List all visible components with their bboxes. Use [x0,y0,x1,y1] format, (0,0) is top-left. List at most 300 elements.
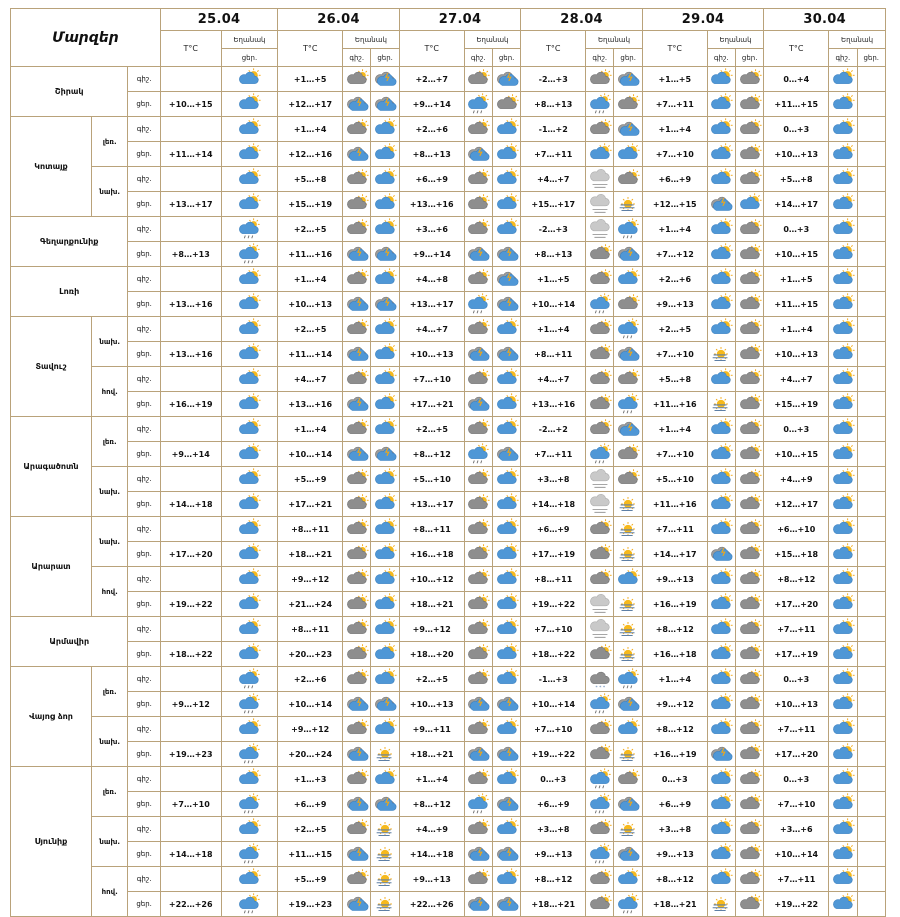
weather-icon-cell [221,417,278,442]
rain-cloud-icon [615,317,641,341]
forecast-body [11,67,886,917]
temperature-range: +9…+13 [642,292,707,317]
sun-behind-cloud-icon [708,467,734,491]
weather-icon-cell [614,467,642,492]
temperature-range [160,717,221,742]
weather-icon-cell [343,617,371,642]
sun-behind-cloud-icon [737,192,763,216]
weather-icon-cell [464,292,492,317]
weather-icon-cell [221,467,278,492]
sun-behind-cloud-icon [236,592,262,616]
weather-icon-cell [343,417,371,442]
weather-icon-cell [614,242,642,267]
cloudy-icon [737,867,763,891]
zone-label: լեռ. [92,417,128,467]
sun-behind-cloud-icon [494,567,520,591]
weather-icon-cell [586,67,614,92]
fog-icon [587,617,613,641]
weather-icon-cell [586,892,614,917]
weather-icon-cell [829,142,857,167]
forecast-table [10,8,886,917]
day-heading: ցեր. [492,49,520,67]
sun-behind-cloud-icon [494,217,520,241]
cloudy-icon [465,67,491,91]
weather-icon-cell [221,767,278,792]
temperature-range: +3…+8 [642,817,707,842]
weather-icon-cell [829,867,857,892]
cloudy-icon [737,717,763,741]
weather-icon-cell [586,92,614,117]
temperature-range: +11…+15 [764,292,829,317]
forecast-row [11,492,886,517]
weather-icon-cell [492,467,520,492]
temperature-range: +13…+16 [160,342,221,367]
weather-icon-cell [343,342,371,367]
weather-icon-cell [707,117,735,142]
weather-icon-cell [735,817,763,842]
temperature-range: +17…+20 [764,592,829,617]
rain-cloud-icon [465,292,491,316]
temperature-range: +6…+9 [521,517,586,542]
sun-behind-cloud-icon [708,692,734,716]
weather-icon-cell [464,142,492,167]
thunderstorm-icon [465,742,491,766]
weather-icon-cell [343,492,371,517]
weather-icon-cell [614,867,642,892]
forecast-container [10,8,886,917]
weather-icon-cell [343,592,371,617]
weather-icon-cell [221,142,278,167]
weather-icon-cell [371,792,399,817]
temperature-range: +2…+5 [399,417,464,442]
temperature-range: +5…+10 [642,467,707,492]
weather-icon-cell [343,167,371,192]
weather-icon-cell [371,67,399,92]
temperature-range: +18…+21 [399,742,464,767]
temperature-range: +9…+14 [160,442,221,467]
temperature-range [160,367,221,392]
temperature-range [160,317,221,342]
weather-icon-cell [492,192,520,217]
zone-label: լեռ. [92,767,128,817]
weather-icon-cell [464,517,492,542]
weather-icon-cell [614,267,642,292]
cloudy-icon [494,92,520,116]
cloudy-icon [587,67,613,91]
weather-heading: Եղանակ [343,31,400,49]
weather-icon-cell [735,467,763,492]
temperature-range: +4…+7 [764,367,829,392]
temperature-range: +17…+20 [764,742,829,767]
cloudy-icon [465,367,491,391]
sun-behind-cloud-icon [494,617,520,641]
weather-icon-cell [371,767,399,792]
thunderstorm-icon [372,442,398,466]
weather-icon-cell [464,342,492,367]
cloudy-icon [737,792,763,816]
thunderstorm-icon [344,692,370,716]
night-heading: գիշ. [707,49,735,67]
weather-icon-cell [707,492,735,517]
temperature-range: +7…+11 [764,617,829,642]
sun-behind-cloud-icon [236,342,262,366]
sun-behind-cloud-icon [830,92,856,116]
weather-icon-cell [464,692,492,717]
temperature-range: +13…+17 [399,492,464,517]
temperature-range: +9…+12 [278,567,343,592]
cloudy-icon [587,517,613,541]
weather-icon-cell [464,492,492,517]
cloudy-icon [737,817,763,841]
weather-icon-cell [464,417,492,442]
temperature-range: +4…+8 [399,267,464,292]
temperature-range: +9…+12 [160,692,221,717]
sun-behind-cloud-icon [494,492,520,516]
weather-icon-cell [707,817,735,842]
sun-behind-cloud-icon [708,792,734,816]
time-of-day-label: գիշ. [128,667,160,692]
temperature-range: +5…+8 [278,167,343,192]
weather-icon-cell [614,317,642,342]
sun-behind-cloud-icon [236,492,262,516]
sun-behind-cloud-icon [372,217,398,241]
temperature-range: 0…+3 [642,767,707,792]
sun-behind-cloud-icon [708,567,734,591]
weather-icon-cell [707,767,735,792]
showers-with-sun-icon [708,342,734,366]
night-heading: գիշ. [343,49,371,67]
time-of-day-label: ցեր. [128,242,160,267]
temperature-range: +6…+9 [642,792,707,817]
sun-behind-cloud-icon [587,142,613,166]
zone-label: նախ. [92,467,128,517]
sun-behind-cloud-icon [830,642,856,666]
weather-icon-cell [829,642,857,667]
weather-icon-cell [707,417,735,442]
weather-icon-cell [221,717,278,742]
thunderstorm-icon [372,67,398,91]
weather-icon-cell [492,142,520,167]
sun-behind-cloud-icon [372,142,398,166]
time-of-day-label: ցեր. [128,742,160,767]
thunderstorm-icon [344,292,370,316]
weather-icon-cell [492,867,520,892]
showers-with-sun-icon [615,642,641,666]
sun-behind-cloud-icon [236,92,262,116]
forecast-row [11,342,886,367]
showers-with-sun-icon [615,492,641,516]
sun-behind-cloud-icon [830,692,856,716]
weather-icon-cell [221,192,278,217]
weather-icon-cell [614,442,642,467]
sun-behind-cloud-icon [708,417,734,441]
weather-icon-cell [586,242,614,267]
cloudy-icon [587,742,613,766]
weather-icon-cell [614,417,642,442]
sun-behind-cloud-icon [830,442,856,466]
showers-with-sun-icon [615,517,641,541]
cloudy-icon [465,267,491,291]
sun-behind-cloud-icon [236,642,262,666]
weather-icon-cell [221,517,278,542]
svg-text:* * *: * * * [595,686,606,691]
thunderstorm-icon [494,842,520,866]
forecast-row [11,642,886,667]
weather-icon-cell [857,892,886,917]
weather-icon-cell [707,217,735,242]
temperature-range: +3…+8 [521,817,586,842]
weather-icon-cell [829,717,857,742]
weather-icon-cell [371,117,399,142]
temperature-range: +8…+12 [521,867,586,892]
weather-icon-cell [857,717,886,742]
temperature-range: +7…+12 [642,242,707,267]
weather-icon-cell [857,417,886,442]
weather-icon-cell [492,217,520,242]
temperature-range [160,867,221,892]
temperature-range: +6…+9 [399,167,464,192]
temperature-range [160,167,221,192]
thunderstorm-icon [344,892,370,916]
temperature-range: +11…+16 [642,492,707,517]
sun-behind-cloud-icon [708,717,734,741]
showers-with-sun-icon [372,742,398,766]
time-of-day-label: գիշ. [128,467,160,492]
thunderstorm-icon [465,142,491,166]
rain-cloud-icon [465,442,491,466]
sun-behind-cloud-icon [494,367,520,391]
sun-behind-cloud-icon [236,367,262,391]
weather-icon-cell [221,67,278,92]
showers-with-sun-icon [615,617,641,641]
weather-icon-cell [857,617,886,642]
thunderstorm-icon [344,442,370,466]
temperature-range: +4…+7 [399,317,464,342]
time-of-day-label: գիշ. [128,817,160,842]
temperature-range: +13…+17 [160,192,221,217]
cloudy-icon [465,217,491,241]
temperature-range: +13…+16 [160,292,221,317]
weather-icon-cell [857,667,886,692]
forecast-header [11,9,886,67]
weather-icon-cell [586,817,614,842]
cloudy-icon [344,217,370,241]
weather-icon-cell [829,292,857,317]
temperature-range: +9…+12 [399,617,464,642]
weather-icon-cell [492,67,520,92]
cloudy-icon [344,767,370,791]
forecast-row [11,117,886,142]
temperature-range: +8…+11 [278,517,343,542]
weather-icon-cell [492,442,520,467]
weather-icon-cell [343,867,371,892]
weather-icon-cell [464,792,492,817]
weather-icon-cell [343,67,371,92]
region-name: Կոտայք [11,117,92,217]
rain-cloud-icon [236,842,262,866]
thunderstorm-icon [494,292,520,316]
temperature-range: +16…+19 [160,392,221,417]
zone-label: նախ. [92,167,128,217]
weather-icon-cell [857,67,886,92]
weather-icon-cell [614,392,642,417]
weather-icon-cell [829,767,857,792]
sun-behind-cloud-icon [372,617,398,641]
forecast-row [11,217,886,242]
temperature-range: +1…+5 [764,267,829,292]
forecast-row [11,267,886,292]
sun-behind-cloud-icon [236,142,262,166]
temperature-range: -2…+3 [521,217,586,242]
weather-icon-cell [735,292,763,317]
temperature-range: 0…+3 [764,767,829,792]
temperature-range: +2…+6 [278,667,343,692]
temperature-range: +19…+22 [764,892,829,917]
sun-behind-cloud-icon [615,267,641,291]
temperature-range: +16…+18 [399,542,464,567]
weather-icon-cell [614,167,642,192]
temperature-range [160,67,221,92]
cloudy-icon [344,192,370,216]
weather-icon-cell [371,617,399,642]
temperature-range: +13…+16 [521,392,586,417]
weather-icon-cell [221,292,278,317]
cloudy-icon [737,892,763,916]
weather-icon-cell [492,617,520,642]
weather-icon-cell [492,517,520,542]
weather-icon-cell [371,392,399,417]
sun-behind-cloud-icon [830,117,856,141]
temperature-range: +19…+23 [278,892,343,917]
forecast-row [11,292,886,317]
weather-icon-cell [371,442,399,467]
sun-behind-cloud-icon [708,292,734,316]
temperature-range: +10…+15 [160,92,221,117]
thunderstorm-icon [465,342,491,366]
thunderstorm-icon [708,542,734,566]
sun-behind-cloud-icon [494,117,520,141]
weather-icon-cell [492,392,520,417]
weather-icon-cell [371,667,399,692]
weather-icon-cell [735,867,763,892]
temperature-range: +8…+13 [521,242,586,267]
cloudy-icon [615,367,641,391]
weather-icon-cell [343,117,371,142]
cloudy-icon [344,867,370,891]
weather-icon-cell [735,792,763,817]
temperature-range: +7…+11 [642,517,707,542]
thunderstorm-icon [344,342,370,366]
weather-icon-cell [857,567,886,592]
time-of-day-label: գիշ. [128,767,160,792]
sun-behind-cloud-icon [236,817,262,841]
weather-icon-cell [829,517,857,542]
weather-icon-cell [221,317,278,342]
weather-icon-cell [343,642,371,667]
weather-icon-cell [614,817,642,842]
weather-icon-cell [492,342,520,367]
weather-icon-cell [343,242,371,267]
sun-behind-cloud-icon [494,467,520,491]
weather-icon-cell [586,692,614,717]
cloudy-icon [344,117,370,141]
temperature-range: +1…+4 [278,267,343,292]
cloudy-icon [737,592,763,616]
weather-icon-cell [464,392,492,417]
weather-heading: Եղանակ [221,31,278,49]
temperature-range: +2…+5 [399,667,464,692]
cloudy-icon [344,167,370,191]
temperature-range: +15…+18 [764,542,829,567]
thunderstorm-icon [465,392,491,416]
weather-icon-cell [707,392,735,417]
forecast-row [11,792,886,817]
weather-icon-cell [492,567,520,592]
weather-icon-cell [464,592,492,617]
weather-icon-cell [707,367,735,392]
temperature-range: +15…+19 [764,392,829,417]
weather-icon-cell [614,642,642,667]
weather-icon-cell [586,267,614,292]
time-of-day-label: ցեր. [128,392,160,417]
cloudy-icon [465,117,491,141]
temperature-range: +11…+16 [642,392,707,417]
temperature-range: +2…+6 [642,267,707,292]
temperature-range: +12…+15 [642,192,707,217]
weather-icon-cell [857,142,886,167]
weather-icon-cell [586,167,614,192]
zone-label: լեռ. [92,117,128,167]
weather-icon-cell [857,492,886,517]
weather-icon-cell [492,592,520,617]
cloudy-icon [344,567,370,591]
temperature-range: +7…+11 [764,867,829,892]
temperature-heading: T°C [399,31,464,67]
cloudy-icon [587,317,613,341]
thunderstorm-icon [494,342,520,366]
cloudy-icon [587,242,613,266]
weather-icon-cell [492,242,520,267]
sun-behind-cloud-icon [830,242,856,266]
region-name: Տավուշ [11,317,92,417]
temperature-range: +8…+12 [399,792,464,817]
weather-icon-cell [829,442,857,467]
weather-icon-cell [586,317,614,342]
sun-behind-cloud-icon [236,442,262,466]
weather-icon-cell [707,142,735,167]
temperature-range: +8…+13 [160,242,221,267]
sun-behind-cloud-icon [372,492,398,516]
temperature-range: +21…+24 [278,592,343,617]
cloudy-icon [615,442,641,466]
temperature-range: +8…+11 [521,567,586,592]
weather-icon-cell [614,517,642,542]
sun-behind-cloud-icon [708,267,734,291]
forecast-row [11,842,886,867]
weather-icon-cell [857,392,886,417]
showers-with-sun-icon [615,817,641,841]
cloudy-icon [587,567,613,591]
weather-icon-cell [371,417,399,442]
region-name: Արագածոտն [11,417,92,517]
sun-behind-cloud-icon [830,267,856,291]
temperature-range: +14…+17 [642,542,707,567]
cloudy-icon [587,417,613,441]
date-header: 30.04 [764,9,886,31]
weather-icon-cell [492,692,520,717]
weather-icon-cell [857,342,886,367]
cloudy-icon [615,92,641,116]
